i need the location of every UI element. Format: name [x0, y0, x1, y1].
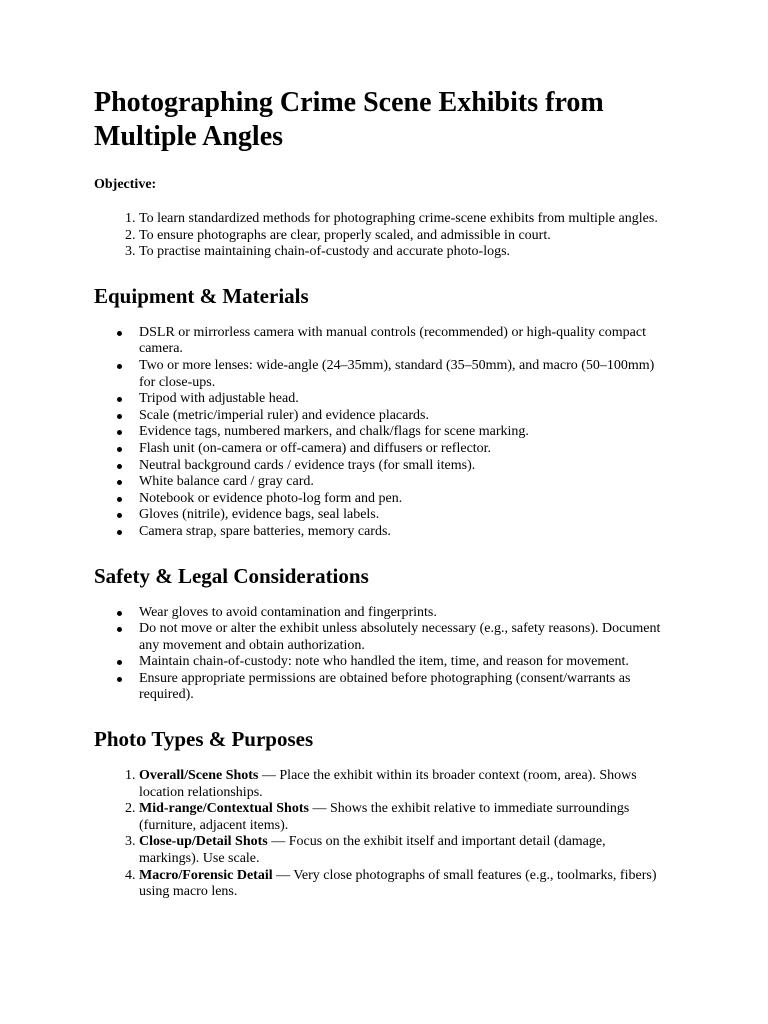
list-item: Do not move or alter the exhibit unless absolutely necessary (e.g., safety reasons). Document any movement and obtain authorization. — [139, 621, 669, 654]
list-item — [139, 801, 669, 834]
photo-type-desc: — Shows the exhibit relative to immediate surroundings (furniture, adjacent items). — [139, 801, 630, 833]
photo-type-term: Close-up/Detail Shots — [139, 834, 268, 850]
list-item — [139, 868, 669, 901]
list-item: Tripod with adjustable head. — [139, 391, 669, 408]
objective-label: Objective: — [94, 177, 157, 192]
list-item: Flash unit (on-camera or off-camera) and diffusers or reflector. — [139, 441, 669, 458]
list-item: DSLR or mirrorless camera with manual controls (recommended) or high-quality compact camera. — [139, 325, 669, 358]
photo-type-term: Overall/Scene Shots — [139, 768, 259, 784]
photo-types-list — [94, 768, 674, 901]
safety-list — [94, 605, 674, 705]
list-item: 2. To ensure photographs are clear, properly scaled, and admissible in court. — [139, 228, 669, 245]
list-item — [139, 834, 669, 867]
objective-list — [94, 211, 674, 261]
list-item: Gloves (nitrile), evidence bags, seal labels. — [139, 507, 669, 524]
list-item: Ensure appropriate permissions are obtained before photographing (consent/warrants as required). — [139, 671, 669, 704]
list-item: 1. To learn standardized methods for photographing crime-scene exhibits from multiple angles. — [139, 211, 669, 228]
photo-type-term: Macro/Forensic Detail — [139, 867, 273, 883]
photo-type-term: Mid-range/Contextual Shots — [139, 801, 309, 817]
safety-heading: Safety & Legal Considerations — [94, 563, 369, 588]
document-title: Photographing Crime Scene Exhibits from Multiple Angles — [94, 87, 604, 152]
list-item: Two or more lenses: wide-angle (24–35mm), standard (35–50mm), and macro (50–100mm) for close-ups. — [139, 358, 669, 391]
list-item: Wear gloves to avoid contamination and fingerprints. — [139, 605, 669, 622]
list-item: Camera strap, spare batteries, memory cards. — [139, 524, 669, 541]
list-item: Scale (metric/imperial ruler) and evidence placards. — [139, 408, 669, 425]
list-item: Evidence tags, numbered markers, and chalk/flags for scene marking. — [139, 424, 669, 441]
list-item: Neutral background cards / evidence trays (for small items). — [139, 458, 669, 475]
equipment-heading: Equipment & Materials — [94, 283, 309, 308]
list-item: White balance card / gray card. — [139, 474, 669, 491]
list-item: 3. To practise maintaining chain-of-custody and accurate photo-logs. — [139, 244, 669, 261]
photo-type-desc: — Very close photographs of small features (e.g., toolmarks, fibers) using macro lens. — [139, 867, 657, 900]
list-item — [139, 768, 669, 801]
photo-type-desc: — Focus on the exhibit itself and important detail (damage, markings). Use scale. — [139, 834, 606, 867]
photo-types-heading: Photo Types & Purposes — [94, 727, 314, 752]
list-item: Notebook or evidence photo-log form and pen. — [139, 491, 669, 508]
equipment-list — [94, 325, 674, 541]
photo-type-desc: — Place the exhibit within its broader context (room, area). Shows location relationships. — [139, 768, 637, 800]
list-item: Maintain chain-of-custody: note who handled the item, time, and reason for movement. — [139, 654, 669, 671]
